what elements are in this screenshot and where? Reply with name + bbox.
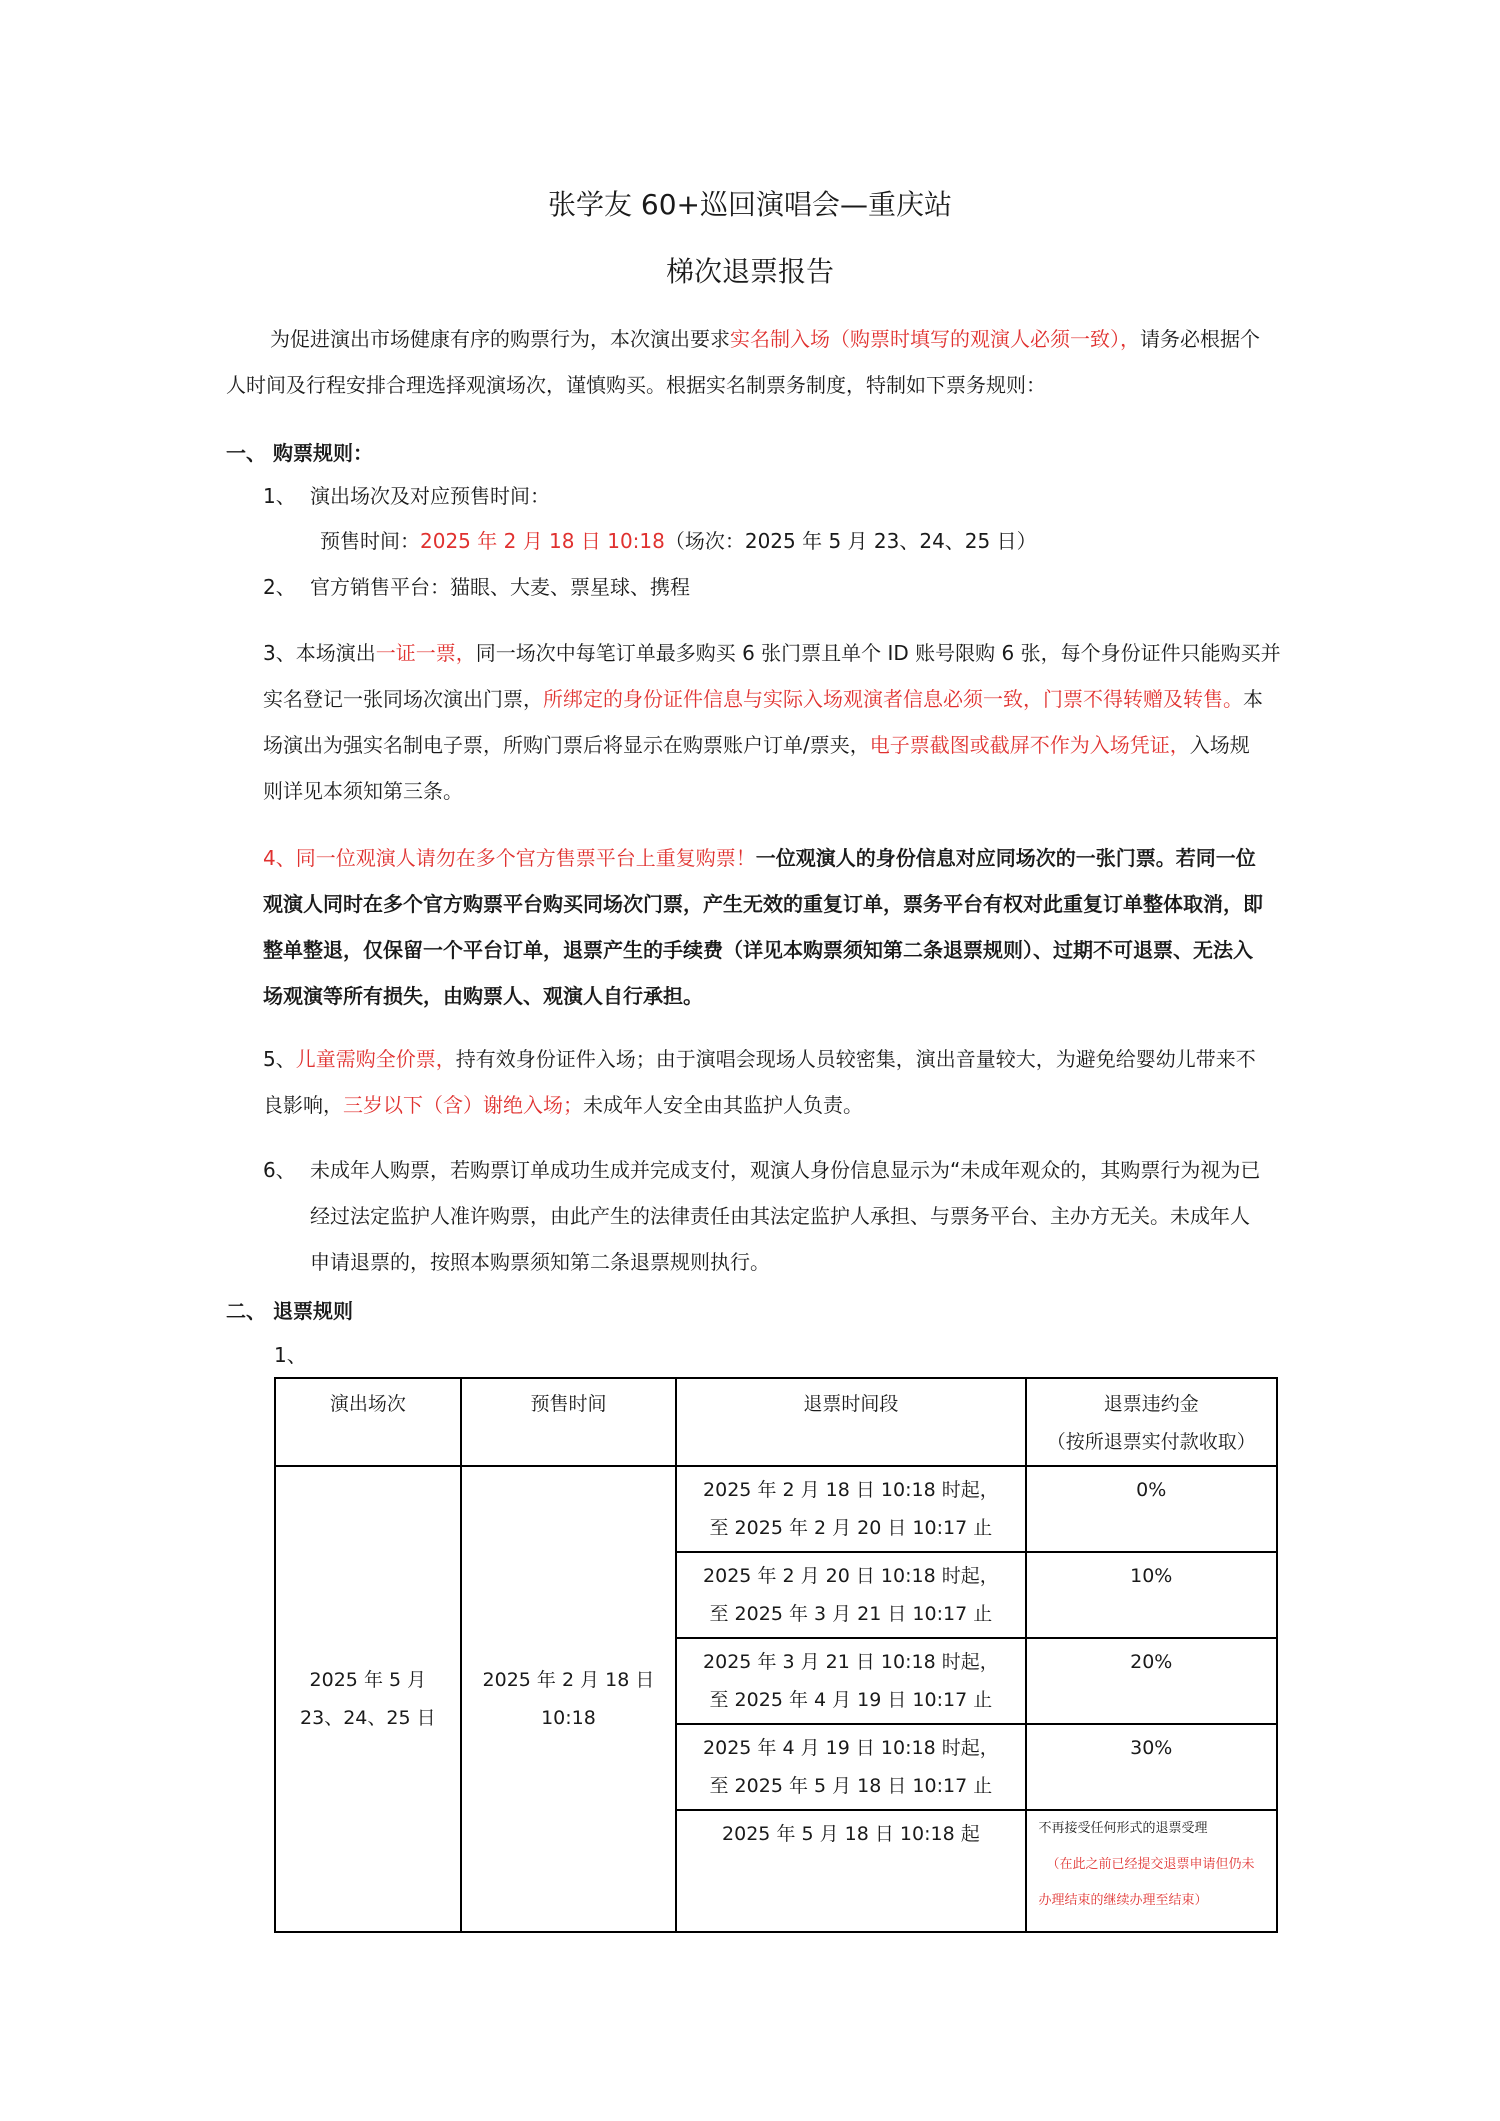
table-header-row — [275, 1378, 1277, 1466]
penalty-cell-final: 不再接受任何形式的退票受理 （在此之前已经提交退票申请但仍未 办理结束的继续办理至结束） — [1026, 1810, 1278, 1932]
period-cell: 2025 年 5 月 18 日 10:18 起 — [676, 1810, 1025, 1932]
rule-3-paragraph: 3、本场演出一证一票，同一场次中每笔订单最多购买 6 张门票且单个 ID 账号限购 6 张，每个身份证件只能购买并 实名登记一张同场次演出门票，所绑定的身份证件信息与实际入场观演者信息必须一致，门票不得转赠及转售。本 场演出为强实名制电子票，所购门票后将显示在购票账户订单/票夹，电子票截图或截屏不作为入场凭证，入场规 则详见本须知第三条。 — [263, 641, 1281, 803]
penalty-cell: 10% — [1026, 1552, 1278, 1638]
rule-2-number: 2、 — [263, 575, 296, 599]
section-heading-refund: 二、 退票规则 — [226, 1299, 353, 1323]
document-subtitle: 梯次退票报告 — [665, 255, 834, 288]
rule-1-number: 1、 — [263, 484, 296, 508]
rule-6-number: 6、 — [263, 1158, 296, 1182]
rule-4-paragraph: 4、同一位观演人请勿在多个官方售票平台上重复购票！一位观演人的身份信息对应同场次的一张门票。若同一位 观演人同时在多个官方购票平台购买同场次门票，产生无效的重复订单，票务平台有权对此重复订单整体取消，即 整单整退，仅保留一个平台订单，退票产生的手续费（详见本购票须知第二条退票规则）、过期不可退票、无法入 场观演等所有损失，由购票人、观演人自行承担。 — [263, 846, 1263, 1008]
penalty-cell: 30% — [1026, 1724, 1278, 1810]
presale-cell: 2025 年 2 月 18 日 10:18 — [461, 1466, 677, 1932]
penalty-cell: 20% — [1026, 1638, 1278, 1724]
rule-6-paragraph: 未成年人购票，若购票订单成功生成并完成支付，观演人身份信息显示为“未成年观众的，其购票行为视为已 经过法定监护人准许购票，由此产生的法律责任由其法定监护人承担、与票务平台、主办方无关。未成年人 申请退票的，按照本购票须知第二条退票规则执行。 — [310, 1158, 1261, 1274]
header-refund-period: 退票时间段 — [676, 1378, 1025, 1466]
header-presale: 预售时间 — [461, 1378, 677, 1466]
intro-paragraph: 为促进演出市场健康有序的购票行为，本次演出要求实名制入场（购票时填写的观演人必须一致），请务必根据个 人时间及行程安排合理选择观演场次，谨慎购买。根据实名制票务制度，特制如下票务规则： — [226, 327, 1260, 397]
period-cell: 2025 年 2 月 18 日 10:18 时起， 至 2025 年 2 月 20 日 10:17 止 — [676, 1466, 1025, 1552]
document-title: 张学友 60+巡回演唱会—重庆站 — [548, 188, 952, 221]
refund-table — [274, 1377, 1278, 1933]
presale-time-line: 预售时间：2025 年 2 月 18 日 10:18（场次：2025 年 5 月 23、24、25 日） — [320, 529, 1037, 553]
session-cell: 2025 年 5 月 23、24、25 日 — [275, 1466, 461, 1932]
header-session: 演出场次 — [275, 1378, 461, 1466]
section-heading-purchase: 一、 购票规则： — [226, 441, 373, 465]
rule-5-paragraph: 5、儿童需购全价票，持有效身份证件入场；由于演唱会现场人员较密集，演出音量较大，为避免给婴幼儿带来不 良影响，三岁以下（含）谢绝入场；未成年人安全由其监护人负责。 — [263, 1047, 1256, 1117]
rule-2-text: 官方销售平台：猫眼、大麦、票星球、携程 — [310, 575, 690, 599]
rule-1-text: 演出场次及对应预售时间： — [310, 484, 550, 508]
period-cell: 2025 年 3 月 21 日 10:18 时起， 至 2025 年 4 月 19 日 10:17 止 — [676, 1638, 1025, 1724]
refund-item-number: 1、 — [274, 1343, 307, 1367]
period-cell: 2025 年 2 月 20 日 10:18 时起， 至 2025 年 3 月 21 日 10:17 止 — [676, 1552, 1025, 1638]
table-row — [275, 1466, 1277, 1552]
penalty-cell: 0% — [1026, 1466, 1278, 1552]
period-cell: 2025 年 4 月 19 日 10:18 时起， 至 2025 年 5 月 18 日 10:17 止 — [676, 1724, 1025, 1810]
header-penalty: 退票违约金 （按所退票实付款收取） — [1026, 1378, 1278, 1466]
